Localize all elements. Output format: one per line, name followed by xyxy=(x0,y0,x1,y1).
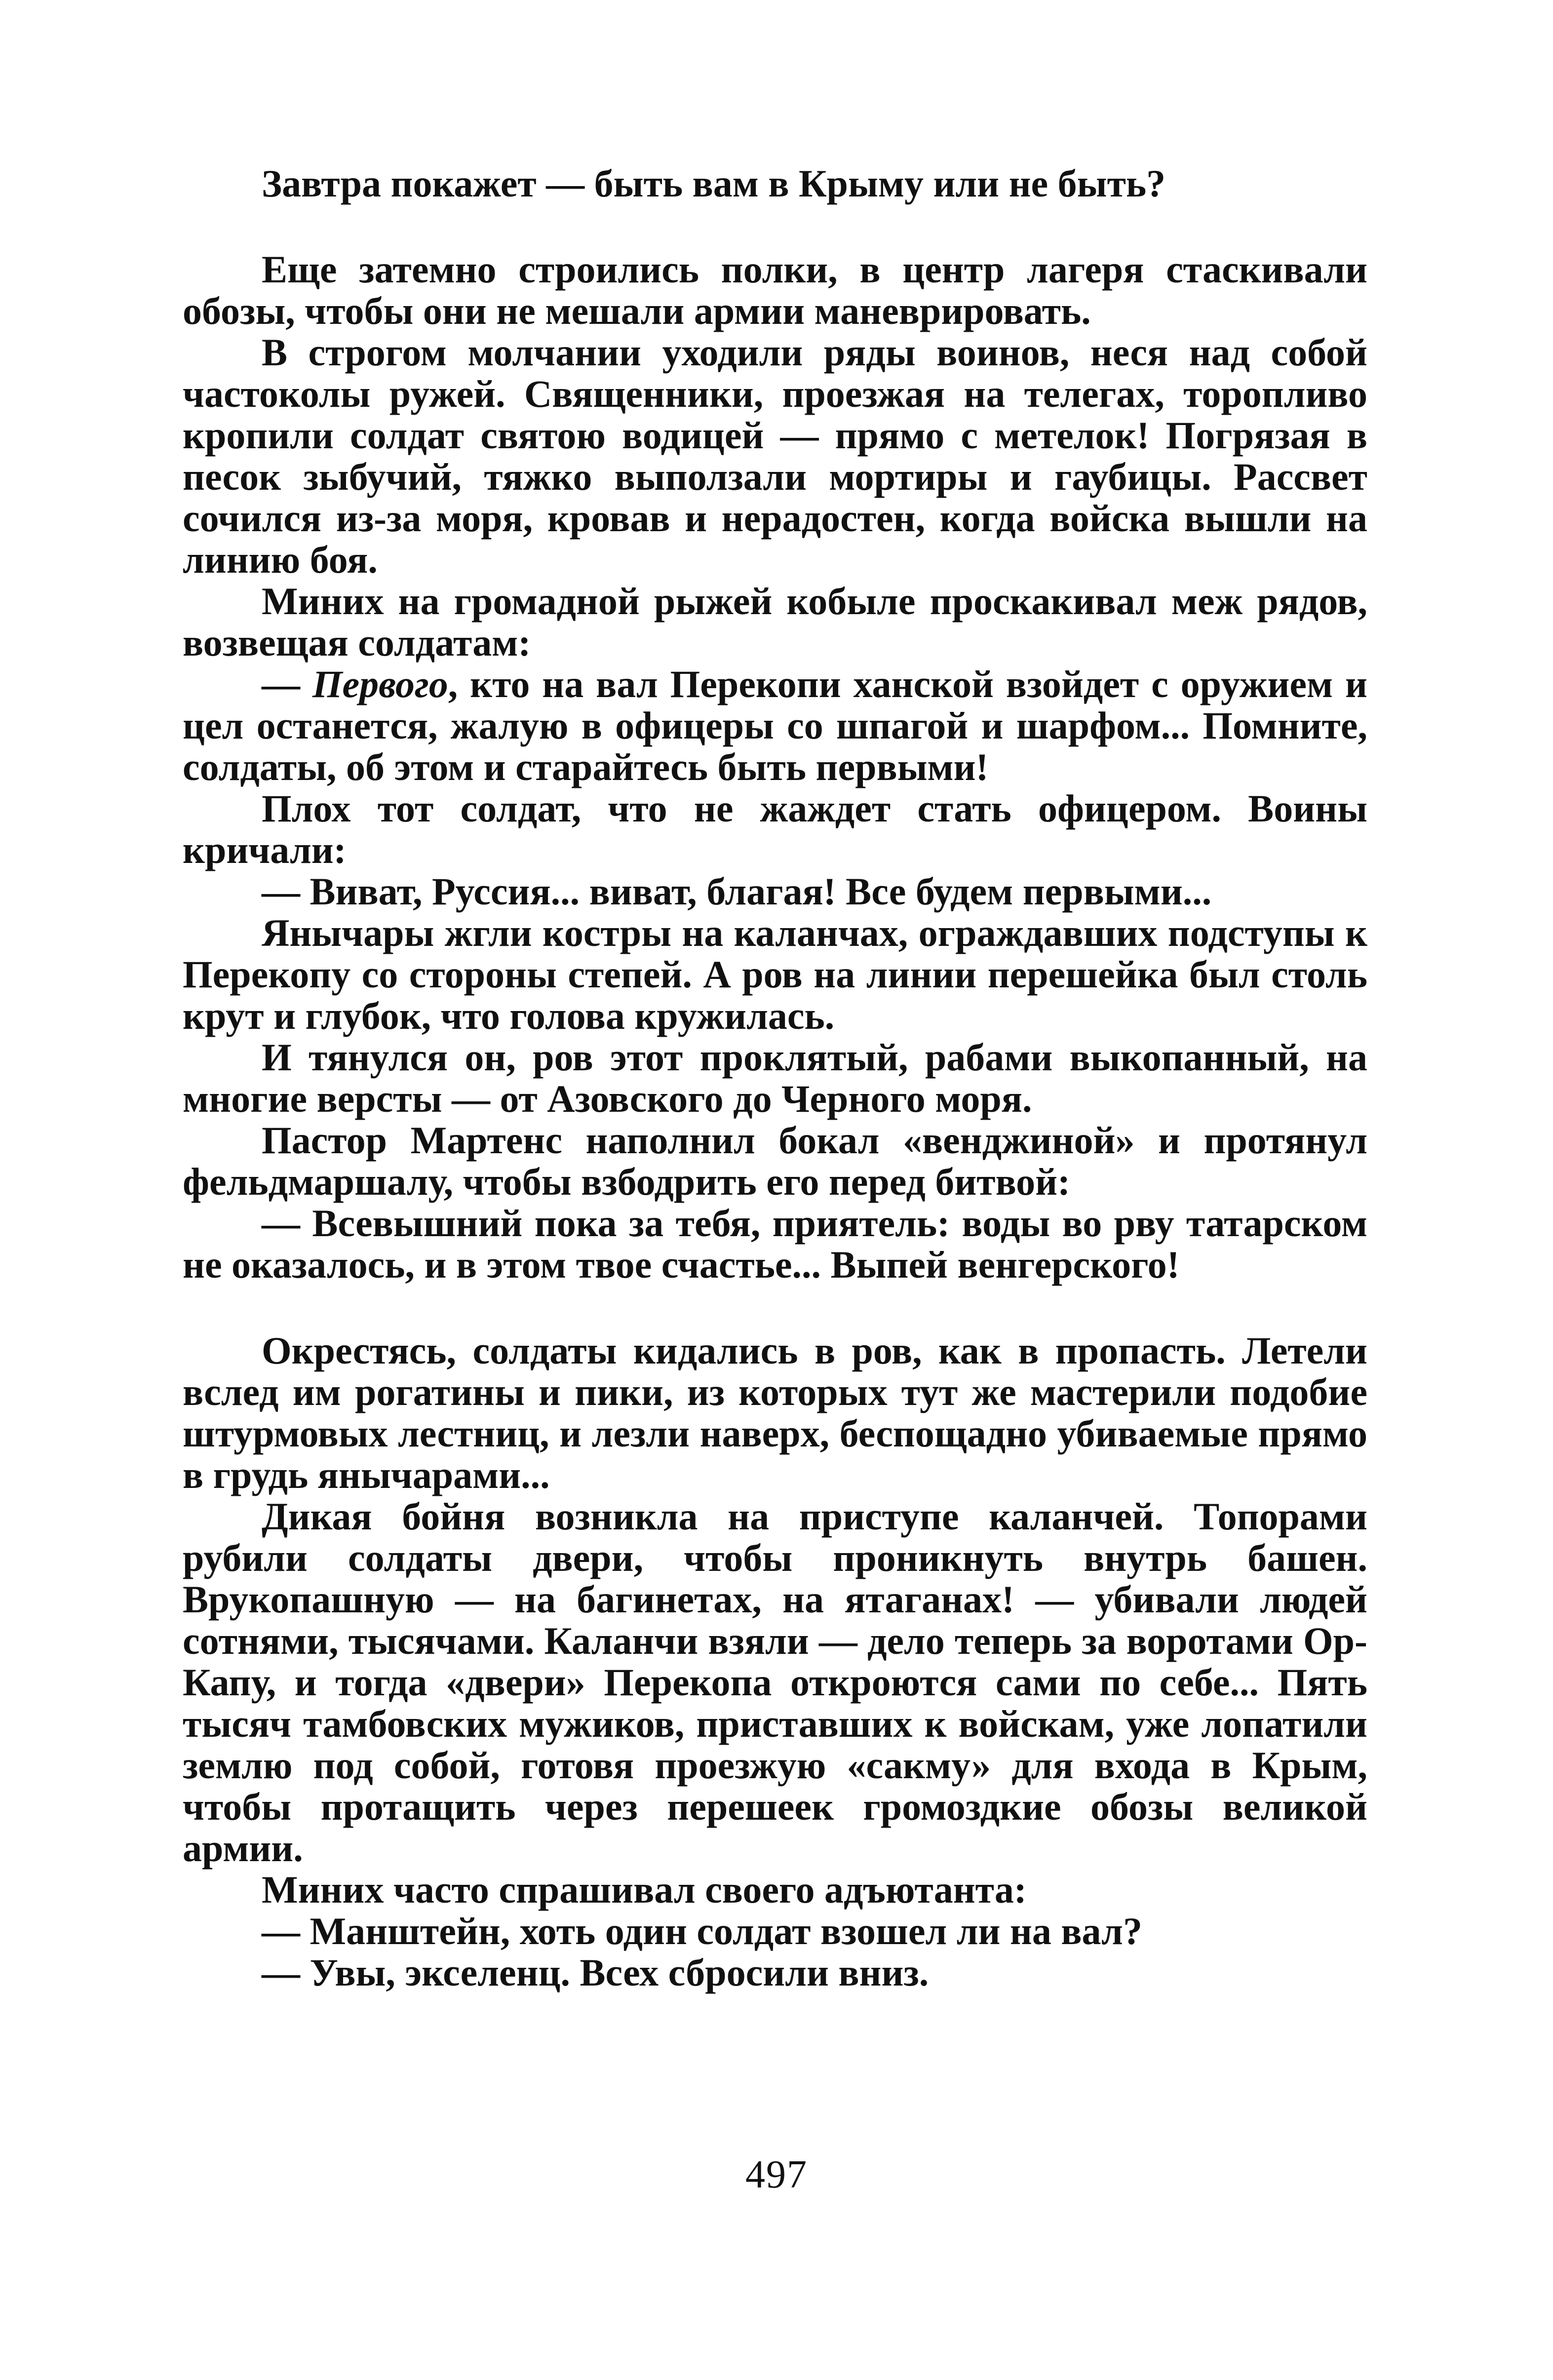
emphasized-word: Первого xyxy=(312,663,448,705)
paragraph: — Всевышний пока за тебя, приятель: воды во рву татарском не оказалось, и в этом твое счастье... Выпей венгерского! xyxy=(183,1202,1367,1286)
paragraph: В строгом молчании уходили ряды воинов, неся над собой частоколы ружей. Священники, проезжая на телегах, торопливо кропили солдат святою водицей — прямо с метелок! Погрязая в песок зыбучий, тяжко выползали мортиры и гаубицы. Рассвет сочился из-за моря, кровав и нерадостен, когда войска вышли на линию боя. xyxy=(183,331,1367,581)
paragraph: Плох тот солдат, что не жаждет стать офицером. Воины кричали: xyxy=(183,787,1367,871)
paragraph: — Манштейн, хоть один солдат взошел ли на вал? xyxy=(262,1910,1142,1952)
page-number: 497 xyxy=(745,2153,808,2196)
paragraph: Еще затемно строились полки, в центр лагеря стаскивали обозы, чтобы они не мешали армии маневрировать. xyxy=(183,248,1367,332)
paragraph: — Увы, экселенц. Всех сбросили вниз. xyxy=(262,1951,929,1994)
paragraph: Завтра покажет — быть вам в Крыму или не быть? xyxy=(262,162,1166,205)
paragraph: Янычары жгли костры на каланчах, ограждавших подступы к Перекопу со стороны степей. А ров на линии перешейка был столь крут и глубок, что голова кружилась. xyxy=(183,911,1367,1037)
paragraph-rest: , кто на вал Перекопи ханской взойдет с оружием и цел останется, жалую в офицеры со шпагой и шарфом... Помните, солдаты, об этом и старайтесь быть первыми! xyxy=(183,663,1367,788)
paragraph xyxy=(183,663,1367,788)
dialogue-dash: — xyxy=(262,663,312,705)
paragraph: И тянулся он, ров этот проклятый, рабами выкопанный, на многие версты — от Азовского до Черного моря. xyxy=(183,1036,1367,1120)
paragraph: Дикая бойня возникла на приступе каланчей. Топорами рубили солдаты двери, чтобы проникнуть внутрь башен. Врукопашную — на багинетах, на ятаганах! — убивали людей сотнями, тысячами. Каланчи взяли — дело теперь за воротами Ор-Капу, и тогда «двери» Перекопа откроются сами по себе... Пять тысяч тамбовских мужиков, приставших к войскам, уже лопатили землю под собой, готовя проезжую «сакму» для входа в Крым, чтобы протащить через перешеек громоздкие обозы великой армии. xyxy=(183,1495,1367,1870)
paragraph: Миних на громадной рыжей кобыле проскакивал меж рядов, возвещая солдатам: xyxy=(183,580,1367,664)
page-text xyxy=(183,163,1367,1993)
paragraph: Пастор Мартенс наполнил бокал «венджиной» и протянул фельдмаршалу, чтобы взбодрить его перед битвой: xyxy=(183,1119,1367,1203)
paragraph: Окрестясь, солдаты кидались в ров, как в пропасть. Летели вслед им рогатины и пики, из которых тут же мастерили подобие штурмовых лестниц, и лезли наверх, беспощадно убиваемые прямо в грудь янычарами... xyxy=(183,1329,1367,1496)
paragraph: — Виват, Руссия... виват, благая! Все будем первыми... xyxy=(262,870,1212,913)
paragraph: Миних часто спрашивал своего адъютанта: xyxy=(262,1868,1027,1911)
